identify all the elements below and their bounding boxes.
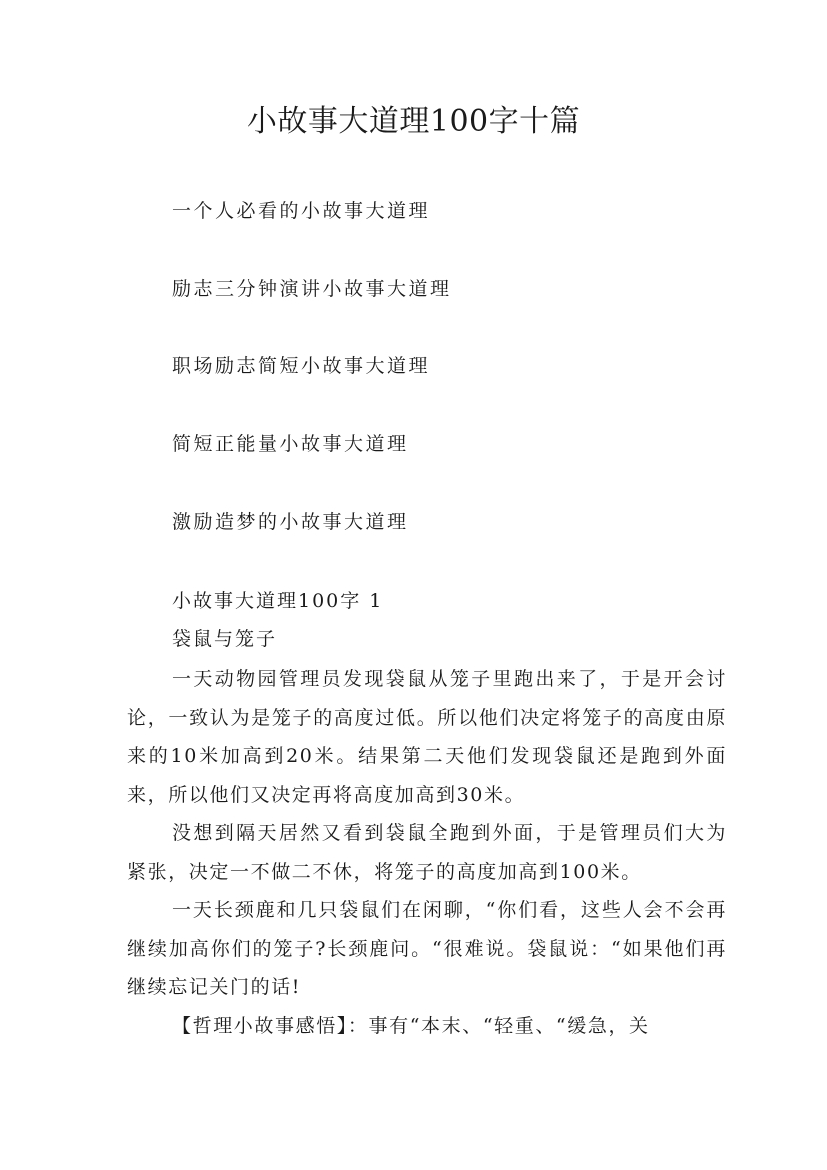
- body-paragraph: 一天长颈鹿和几只袋鼠们在闲聊，“你们看，这些人会不会再继续加高你们的笼子?长颈鹿问。“很难说。袋鼠说：“如果他们再继续忘记关门的话!: [127, 899, 727, 998]
- section-heading: 小故事大道理100字 1: [172, 590, 384, 612]
- toc-item: 职场励志简短小故事大道理: [172, 355, 431, 377]
- toc-item: 简短正能量小故事大道理: [172, 433, 409, 455]
- toc-item: 一个人必看的小故事大道理: [172, 200, 431, 222]
- story-title: 袋鼠与笼子: [172, 628, 278, 650]
- body-paragraph: 没想到隔天居然又看到袋鼠全跑到外面，于是管理员们大为紧张，决定一不做二不休，将笼子的高度加高到100米。: [127, 822, 727, 883]
- body-paragraph: 【哲理小故事感悟】：事有“本末、“轻重、“缓急，关: [172, 1015, 650, 1037]
- body-paragraph: 一天动物园管理员发现袋鼠从笼子里跑出来了，于是开会讨论，一致认为是笼子的高度过低。所以他们决定将笼子的高度由原来的10米加高到20米。结果第二天他们发现袋鼠还是跑到外面来，所以他们又决定再将高度加高到30米。: [127, 668, 727, 806]
- document-title: 小故事大道理100字十篇: [246, 104, 581, 139]
- toc-item: 励志三分钟演讲小故事大道理: [172, 278, 452, 300]
- toc-item: 激励造梦的小故事大道理: [172, 511, 409, 533]
